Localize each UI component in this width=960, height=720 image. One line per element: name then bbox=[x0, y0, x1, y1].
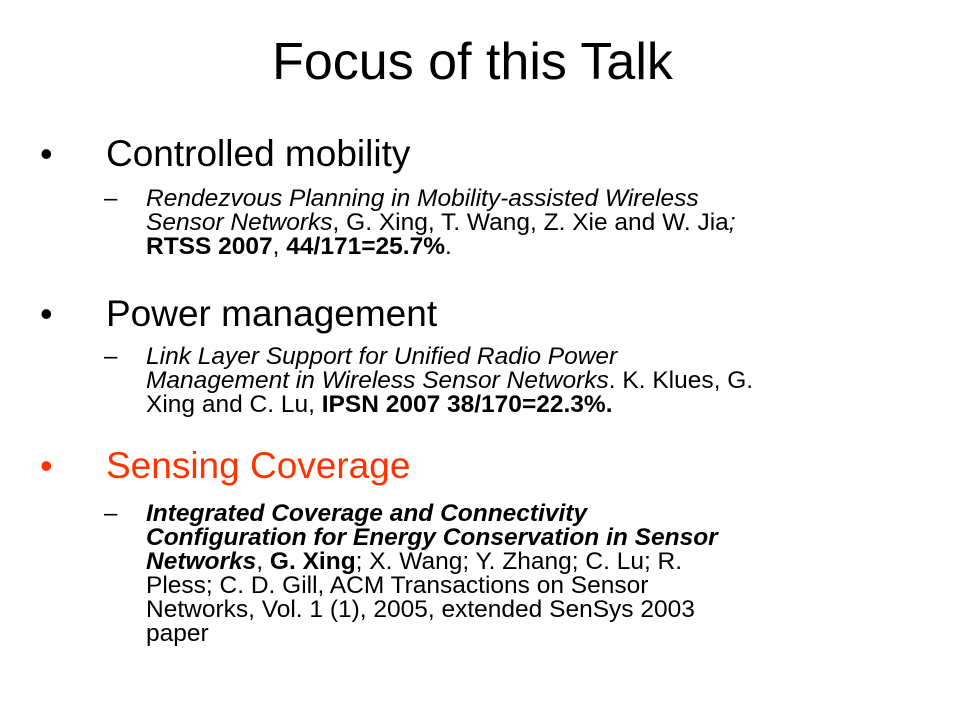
reference-line: paper bbox=[146, 620, 209, 647]
reference-rendezvous-planning bbox=[146, 187, 946, 259]
reference-separator: ; bbox=[728, 209, 736, 236]
reference-title-italic: Management in Wireless Sensor Networks bbox=[146, 367, 609, 394]
item-heading-sensing-coverage: Sensing Coverage bbox=[106, 445, 411, 486]
reference-author-bold: G. Xing bbox=[269, 548, 356, 575]
reference-conference: IPSN 2007 38/170=22.3%. bbox=[321, 391, 613, 418]
reference-authors: Xing and C. Lu, bbox=[146, 391, 322, 418]
reference-venue-italic: Sensor Networks bbox=[146, 209, 333, 236]
reference-line: Integrated Coverage and Connectivity bbox=[146, 500, 588, 527]
reference-separator: , bbox=[272, 233, 287, 260]
dash-marker: – bbox=[104, 185, 118, 212]
reference-period: . bbox=[445, 233, 452, 260]
reference-conference: RTSS 2007 bbox=[146, 233, 273, 260]
item-heading-controlled-mobility: Controlled mobility bbox=[106, 133, 411, 174]
slide-title: Focus of this Talk bbox=[272, 33, 673, 91]
reference-authors: . K. Klues, G. bbox=[608, 367, 754, 394]
reference-separator: , bbox=[256, 548, 270, 575]
reference-title-bold-italic: Networks bbox=[146, 548, 257, 575]
reference-link-layer-support bbox=[146, 345, 946, 417]
reference-line bbox=[146, 235, 946, 259]
bullet-marker: • bbox=[40, 133, 53, 174]
reference-authors: ; X. Wang; Y. Zhang; C. Lu; R. bbox=[355, 548, 683, 575]
dash-marker: – bbox=[104, 500, 118, 527]
bullet-marker: • bbox=[40, 445, 53, 486]
item-heading-power-management: Power management bbox=[106, 293, 438, 334]
reference-line bbox=[146, 369, 946, 393]
reference-line bbox=[146, 550, 946, 574]
reference-line bbox=[146, 393, 946, 417]
reference-line: Networks, Vol. 1 (1), 2005, extended SenSys 2003 bbox=[146, 596, 695, 623]
reference-acceptance-rate: 44/171=25.7% bbox=[286, 233, 445, 260]
bullet-marker: • bbox=[40, 293, 53, 334]
reference-line bbox=[146, 211, 946, 235]
reference-line: Rendezvous Planning in Mobility-assisted Wireless bbox=[146, 185, 699, 212]
dash-marker: – bbox=[104, 343, 118, 370]
reference-line: Configuration for Energy Conservation in Sensor bbox=[146, 524, 718, 551]
reference-integrated-coverage bbox=[146, 502, 946, 646]
reference-line: Pless; C. D. Gill, ACM Transactions on Sensor bbox=[146, 572, 649, 599]
reference-line: Link Layer Support for Unified Radio Power bbox=[146, 343, 618, 370]
reference-authors: , G. Xing, T. Wang, Z. Xie and W. Jia bbox=[332, 209, 729, 236]
